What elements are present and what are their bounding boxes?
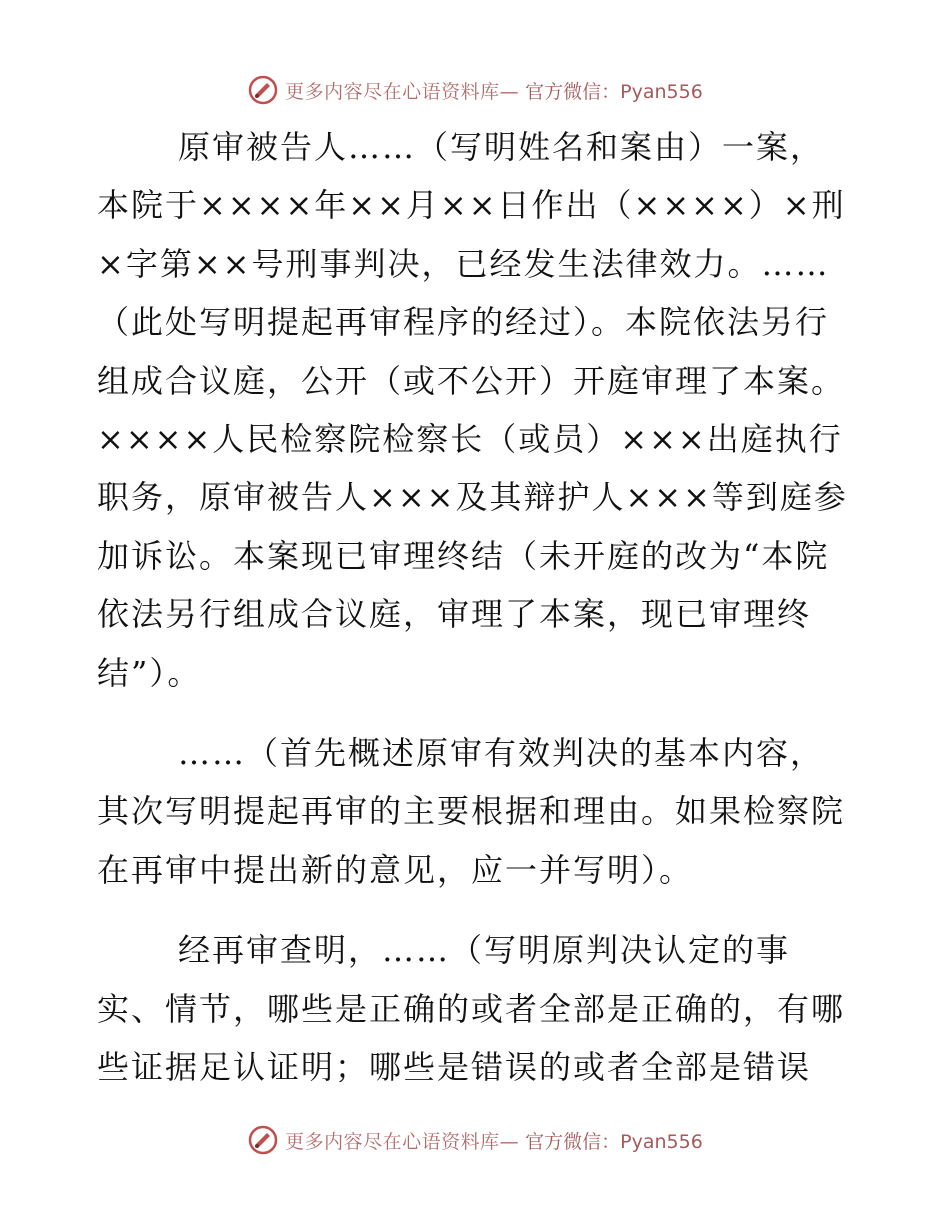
- page-header: [0, 72, 950, 108]
- footer-wechat-text: 官方微信：Pyan556: [525, 1130, 703, 1153]
- logo-icon: [247, 74, 279, 106]
- header-banner-text: 更多内容尽在心语资料库—: [285, 80, 520, 103]
- paragraph-findings: 经再审查明，……（写明原判决认定的事实、情节，哪些是正确的或者全部是正确的，有哪些证据足认证明；哪些是错误的或者全部是错误: [97, 931, 846, 1087]
- page-footer: [0, 1122, 950, 1158]
- paragraph-retrial-reasons: ……（首先概述原审有效判决的基本内容，其次写明提起再审的主要根据和理由。如果检察院在再审中提出新的意见，应一并写明）。: [97, 734, 846, 889]
- paragraph-background: 原审被告人……（写明姓名和案由）一案，本院于××××年××月××日作出（××××）×刑×字第××号刑事判决，已经发生法律效力。……（此处写明提起再审程序的经过）。本院依法另行组成合议庭，公开（或不公开）开庭审理了本案。××××人民检察院检察长（或员）×××出庭执行职务，原审被告人×××及其辩护人×××等到庭参加诉讼。本案现已审理终结（未开庭的改为“本院依法另行组成合议庭，审理了本案，现已审理终结”）。: [97, 128, 848, 692]
- document-body: [97, 118, 857, 1097]
- footer-banner-text: 更多内容尽在心语资料库—: [285, 1130, 520, 1153]
- logo-icon: [247, 1124, 279, 1156]
- header-wechat-text: 官方微信：Pyan556: [525, 80, 703, 103]
